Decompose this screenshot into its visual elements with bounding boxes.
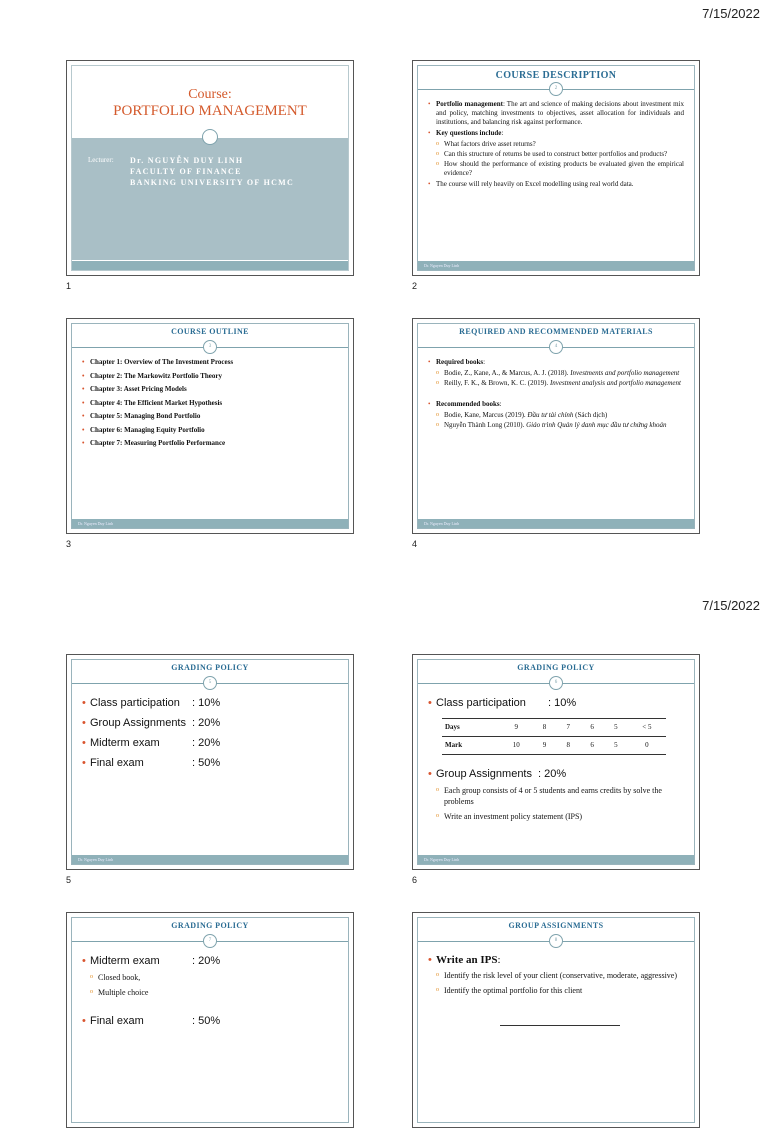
page-number: 2 <box>412 281 418 291</box>
participation-table <box>442 718 666 755</box>
bullet-item: • Class participation : 10% <box>428 694 684 712</box>
sub-bullet: o Can this structure of returns be used to construct better portfolios and products? <box>428 150 684 159</box>
grade-item: • Midterm exam : 20% <box>82 734 338 752</box>
sub-bullet: o Write an investment policy statement (IPS) <box>428 811 684 822</box>
sub-bullet: o Multiple choice <box>82 987 338 998</box>
bullet-item: • Portfolio management: The art and science of making decisions about investment mix and policy, matching investments to objectives, asset allocation for individuals and institutions, and balancing risk against performance. <box>428 100 684 127</box>
lecturer-name: Dr. NGUYỄN DUY LINH <box>130 156 244 165</box>
slide-footer: Dr. Nguyen Duy Linh <box>418 261 694 270</box>
slide-footer: Dr. Nguyen Duy Linh <box>418 519 694 528</box>
bullet-item: • Recommended books: <box>428 400 684 409</box>
grading-list <box>82 694 338 774</box>
list-item: • Chapter 4: The Efficient Market Hypothesis <box>82 399 338 408</box>
table-row: Days 9 8 7 6 5 < 5 <box>442 719 666 737</box>
course-title: PORTFOLIO MANAGEMENT <box>113 103 307 119</box>
bullet-item: • Write an IPS: <box>428 952 684 968</box>
slide-number-circle: 2 <box>549 82 563 96</box>
list-item: • Chapter 7: Measuring Portfolio Performance <box>82 439 338 448</box>
slide-number-circle: 6 <box>549 676 563 690</box>
slide-body <box>428 358 684 431</box>
grade-item: • Class participation : 10% <box>82 694 338 712</box>
course-label: Course: <box>188 87 232 102</box>
slide-heading: COURSE OUTLINE <box>72 324 348 348</box>
slide-footer <box>72 261 348 270</box>
slide-heading: COURSE DESCRIPTION <box>418 66 694 90</box>
sub-bullet: o Each group consists of 4 or 5 students and earns credits by solve the problems <box>428 785 684 807</box>
slide-footer: Dr. Nguyen Duy Linh <box>72 519 348 528</box>
sub-bullet: o Bodie, Kane, Marcus (2019). Đầu tư tài chính (Sách dịch) <box>428 411 684 420</box>
lecturer-info <box>130 155 294 188</box>
sub-bullet: o Closed book, <box>82 972 338 983</box>
list-item: • Chapter 5: Managing Bond Portfolio <box>82 412 338 421</box>
slide-body <box>428 694 684 823</box>
table-row: Mark 10 9 8 6 5 0 <box>442 737 666 755</box>
slide-body <box>428 952 684 997</box>
sub-bullet: o Reilly, F. K., & Brown, K. C. (2019). Investment analysis and portfolio management <box>428 379 684 388</box>
slide-8 <box>412 912 700 1128</box>
slide-6 <box>412 654 700 870</box>
list-item: • Chapter 3: Asset Pricing Models <box>82 385 338 394</box>
slide-7 <box>66 912 354 1128</box>
list-item: • Chapter 1: Overview of The Investment Process <box>82 358 338 367</box>
grade-item: • Final exam : 50% <box>82 754 338 772</box>
slide-body <box>428 100 684 191</box>
sub-bullet: o Bodie, Z., Kane, A., & Marcus, A. J. (2018). Investments and portfolio management <box>428 369 684 378</box>
sub-bullet: o How should the performance of existing products be evaluated given the empirical evidence? <box>428 160 684 178</box>
slide-heading: GRADING POLICY <box>72 660 348 684</box>
slide-4 <box>412 318 700 534</box>
page-number: 1 <box>66 281 72 291</box>
slide-5 <box>66 654 354 870</box>
page-number: 3 <box>66 539 72 549</box>
table-rule <box>500 1025 620 1026</box>
bullet-item: • Key questions include: <box>428 129 684 138</box>
lecturer-label: Lecturer: <box>88 156 114 164</box>
bullet-item: • Final exam : 50% <box>82 1012 338 1030</box>
bullet-item: • Midterm exam : 20% <box>82 952 338 970</box>
slide-number-circle: 4 <box>549 340 563 354</box>
circle-ornament-icon <box>202 129 218 145</box>
slide-footer: Dr. Nguyen Duy Linh <box>418 855 694 864</box>
sub-bullet: o Nguyễn Thành Long (2010). Giáo trình Quản lý danh mục đầu tư chứng khoán <box>428 421 684 430</box>
page-number: 5 <box>66 875 72 885</box>
grade-item: • Group Assignments : 20% <box>82 714 338 732</box>
slide-3 <box>66 318 354 534</box>
slide-number-circle: 8 <box>549 934 563 948</box>
page-number: 6 <box>412 875 418 885</box>
faculty: FACULTY OF FINANCE <box>130 167 242 176</box>
slide-number-circle: 3 <box>203 340 217 354</box>
bullet-item: • Group Assignments : 20% <box>428 765 684 783</box>
slide-number-circle: 7 <box>203 934 217 948</box>
list-item: • Chapter 6: Managing Equity Portfolio <box>82 426 338 435</box>
slide-2 <box>412 60 700 276</box>
bullet-item: • The course will rely heavily on Excel modelling using real world data. <box>428 180 684 189</box>
list-item: • Chapter 2: The Markowitz Portfolio Theory <box>82 372 338 381</box>
bullet-item: • Required books: <box>428 358 684 367</box>
university: BANKING UNIVERSITY OF HCMC <box>130 178 295 187</box>
slide-heading: GRADING POLICY <box>418 660 694 684</box>
slide-body <box>82 952 338 1032</box>
slide-footer: Dr. Nguyen Duy Linh <box>72 855 348 864</box>
page-date: 7/15/2022 <box>702 598 760 613</box>
slide-1-title <box>66 60 354 276</box>
slide-number-circle: 5 <box>203 676 217 690</box>
slide-heading: GROUP ASSIGNMENTS <box>418 918 694 942</box>
sub-bullet: o Identify the optimal portfolio for this client <box>428 985 684 996</box>
slide-heading: GRADING POLICY <box>72 918 348 942</box>
page-number: 4 <box>412 539 418 549</box>
sub-bullet: o What factors drive asset returns? <box>428 140 684 149</box>
outline-list <box>82 358 338 453</box>
sub-bullet: o Identify the risk level of your client (conservative, moderate, aggressive) <box>428 970 684 981</box>
slide-heading: REQUIRED AND RECOMMENDED MATERIALS <box>418 324 694 348</box>
page-date: 7/15/2022 <box>702 6 760 21</box>
